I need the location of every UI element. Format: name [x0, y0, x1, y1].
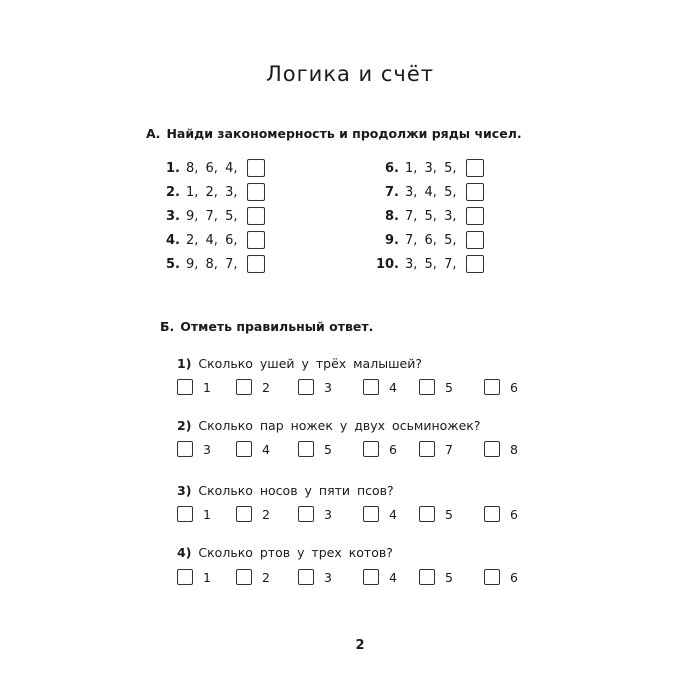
sequence-number: 3. — [166, 208, 180, 224]
answer-option[interactable] — [177, 441, 211, 457]
answer-box[interactable] — [466, 183, 484, 201]
sequence-row — [160, 181, 265, 203]
question-number: 2) — [177, 418, 192, 433]
sequence-values: 3, 5, 7, — [405, 256, 457, 272]
answer-option[interactable] — [419, 441, 453, 457]
answer-option[interactable] — [298, 569, 332, 585]
sequence-number: 9. — [385, 232, 399, 248]
checkbox[interactable] — [419, 506, 435, 522]
answer-option[interactable] — [298, 506, 332, 522]
sequence-row — [372, 253, 484, 275]
question-text — [177, 483, 394, 498]
sequence-number: 7. — [385, 184, 399, 200]
sequence-number: 2. — [166, 184, 180, 200]
section-b-heading — [160, 319, 373, 334]
sequence-values: 2, 4, 6, — [186, 232, 238, 248]
sequence-row — [160, 253, 265, 275]
checkbox[interactable] — [177, 506, 193, 522]
option-label: 3 — [324, 379, 332, 395]
answer-option[interactable] — [484, 441, 518, 457]
sequence-values: 9, 7, 5, — [186, 208, 238, 224]
sequence-number: 10. — [375, 256, 399, 272]
sequence-number: 4. — [166, 232, 180, 248]
sequence-number: 5. — [166, 256, 180, 272]
answer-box[interactable] — [466, 255, 484, 273]
section-a-instruction: Найди закономерность и продолжи ряды чисел. — [166, 126, 522, 141]
question-number: 1) — [177, 356, 192, 371]
answer-option[interactable] — [298, 379, 332, 395]
answer-box[interactable] — [247, 207, 265, 225]
option-label: 6 — [389, 441, 397, 457]
option-label: 6 — [510, 379, 518, 395]
answer-option[interactable] — [484, 506, 518, 522]
section-a-heading — [146, 126, 522, 141]
page-number: 2 — [355, 638, 365, 653]
option-label: 2 — [262, 506, 270, 522]
sequence-number: 6. — [385, 160, 399, 176]
option-label: 5 — [445, 379, 453, 395]
sequence-values: 7, 6, 5, — [405, 232, 457, 248]
answer-option[interactable] — [419, 569, 453, 585]
option-label: 2 — [262, 569, 270, 585]
answer-box[interactable] — [466, 159, 484, 177]
checkbox[interactable] — [419, 379, 435, 395]
checkbox[interactable] — [363, 506, 379, 522]
checkbox[interactable] — [236, 379, 252, 395]
option-label: 4 — [389, 379, 397, 395]
checkbox[interactable] — [363, 441, 379, 457]
option-label: 6 — [510, 569, 518, 585]
checkbox[interactable] — [484, 569, 500, 585]
sequence-number: 8. — [385, 208, 399, 224]
option-label: 3 — [203, 441, 211, 457]
sequence-values: 3, 4, 5, — [405, 184, 457, 200]
checkbox[interactable] — [298, 441, 314, 457]
answer-option[interactable] — [363, 506, 397, 522]
question-text — [177, 356, 422, 371]
answer-box[interactable] — [247, 255, 265, 273]
answer-option[interactable] — [484, 569, 518, 585]
checkbox[interactable] — [298, 506, 314, 522]
question-number: 3) — [177, 483, 192, 498]
option-label: 5 — [445, 569, 453, 585]
checkbox[interactable] — [177, 379, 193, 395]
question-text — [177, 545, 393, 560]
checkbox[interactable] — [484, 506, 500, 522]
answer-option[interactable] — [177, 569, 211, 585]
sequence-row — [160, 229, 265, 251]
checkbox[interactable] — [298, 379, 314, 395]
answer-option[interactable] — [419, 506, 453, 522]
option-label: 1 — [203, 569, 211, 585]
sequence-values: 1, 2, 3, — [186, 184, 238, 200]
answer-option[interactable] — [363, 569, 397, 585]
answer-option[interactable] — [177, 379, 211, 395]
question-label: Сколько пар ножек у двух осьминожек? — [198, 418, 481, 433]
page-title: Логика и счёт — [266, 62, 434, 86]
option-label: 8 — [510, 441, 518, 457]
sequence-number: 1. — [166, 160, 180, 176]
checkbox[interactable] — [236, 569, 252, 585]
checkbox[interactable] — [298, 569, 314, 585]
checkbox[interactable] — [419, 569, 435, 585]
question-text — [177, 418, 480, 433]
checkbox[interactable] — [177, 441, 193, 457]
answer-option[interactable] — [236, 441, 270, 457]
answer-box[interactable] — [247, 159, 265, 177]
option-label: 6 — [510, 506, 518, 522]
answer-option[interactable] — [363, 379, 397, 395]
checkbox[interactable] — [363, 569, 379, 585]
option-label: 4 — [389, 569, 397, 585]
sequence-row — [372, 205, 484, 227]
answer-box[interactable] — [247, 231, 265, 249]
sequence-row — [160, 205, 265, 227]
answer-option[interactable] — [419, 379, 453, 395]
option-label: 4 — [389, 506, 397, 522]
answer-box[interactable] — [466, 207, 484, 225]
option-label: 4 — [262, 441, 270, 457]
answer-option[interactable] — [484, 379, 518, 395]
question-number: 4) — [177, 545, 192, 560]
sequence-row — [372, 181, 484, 203]
section-b-instruction: Отметь правильный ответ. — [180, 319, 374, 334]
sequence-row — [372, 229, 484, 251]
option-label: 5 — [324, 441, 332, 457]
sequence-values: 1, 3, 5, — [405, 160, 457, 176]
answer-option[interactable] — [236, 379, 270, 395]
option-label: 1 — [203, 506, 211, 522]
answer-option[interactable] — [363, 441, 397, 457]
checkbox[interactable] — [177, 569, 193, 585]
sequence-row — [160, 157, 265, 179]
option-label: 2 — [262, 379, 270, 395]
option-label: 5 — [445, 506, 453, 522]
section-a-letter: А. — [146, 126, 161, 141]
answer-option[interactable] — [298, 441, 332, 457]
option-label: 1 — [203, 379, 211, 395]
sequence-values: 8, 6, 4, — [186, 160, 238, 176]
checkbox[interactable] — [484, 441, 500, 457]
option-label: 3 — [324, 569, 332, 585]
sequence-row — [372, 157, 484, 179]
checkbox[interactable] — [363, 379, 379, 395]
option-label: 3 — [324, 506, 332, 522]
section-b-letter: Б. — [160, 319, 175, 334]
answer-box[interactable] — [247, 183, 265, 201]
question-label: Сколько ртов у трех котов? — [198, 545, 393, 560]
checkbox[interactable] — [236, 441, 252, 457]
question-label: Сколько ушей у трёх малышей? — [198, 356, 422, 371]
checkbox[interactable] — [236, 506, 252, 522]
checkbox[interactable] — [484, 379, 500, 395]
checkbox[interactable] — [419, 441, 435, 457]
question-label: Сколько носов у пяти псов? — [198, 483, 394, 498]
answer-option[interactable] — [236, 506, 270, 522]
answer-box[interactable] — [466, 231, 484, 249]
sequence-values: 7, 5, 3, — [405, 208, 457, 224]
option-label: 7 — [445, 441, 453, 457]
answer-option[interactable] — [236, 569, 270, 585]
sequence-values: 9, 8, 7, — [186, 256, 238, 272]
answer-option[interactable] — [177, 506, 211, 522]
